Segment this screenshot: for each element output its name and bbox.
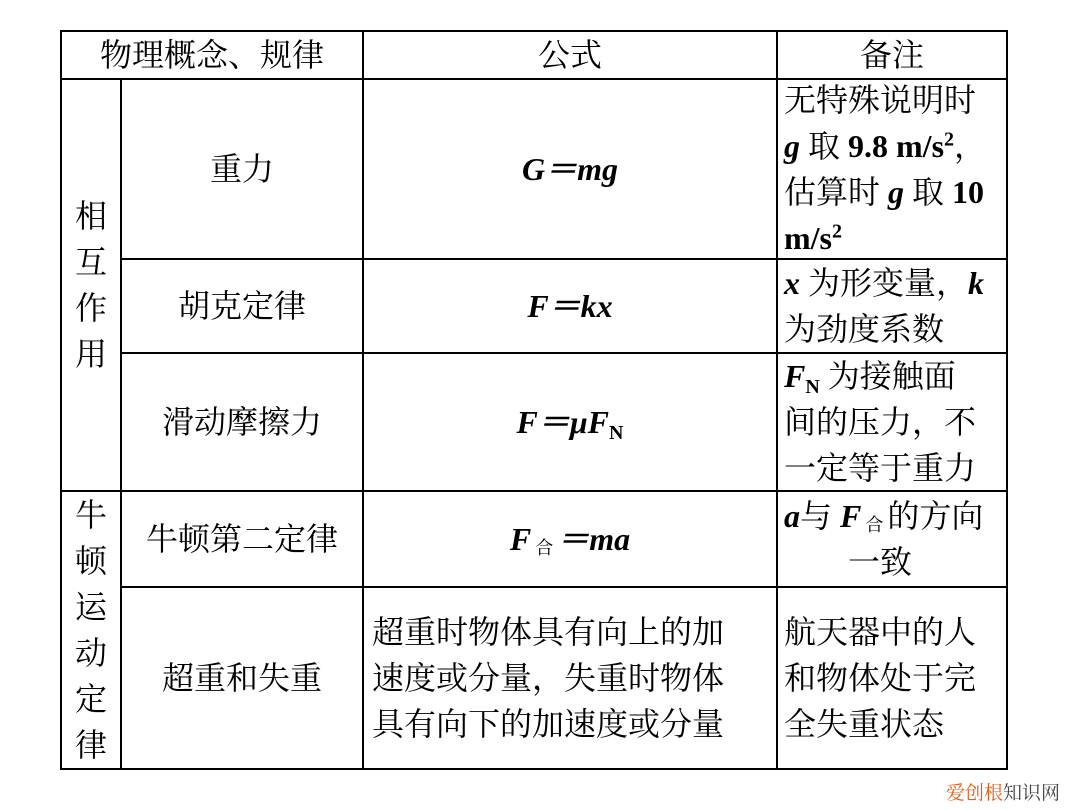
formula-cell bbox=[362, 586, 776, 768]
text-line bbox=[784, 445, 976, 491]
text-line bbox=[522, 146, 618, 192]
text-line bbox=[372, 609, 724, 655]
watermark-part2: 知识网 bbox=[1003, 782, 1061, 804]
concept-name: 重力 bbox=[209, 151, 274, 187]
text-segment: 10 bbox=[952, 174, 985, 210]
header-note bbox=[776, 32, 1006, 78]
text-segment: 间的压力，不 bbox=[784, 404, 977, 440]
text-line bbox=[784, 399, 976, 445]
text-segment: g bbox=[888, 174, 905, 210]
text-segment: 和物体处于完 bbox=[784, 660, 977, 696]
cell-lines bbox=[517, 399, 624, 445]
text-segment: 一定等于重力 bbox=[784, 450, 977, 486]
note-cell bbox=[776, 586, 1006, 768]
group-newton-text: 牛顿运动定律 bbox=[74, 497, 107, 763]
note-cell bbox=[776, 490, 1006, 586]
header-formula-text: 公式 bbox=[537, 37, 602, 73]
text-line bbox=[372, 701, 724, 747]
concept-cell bbox=[120, 490, 362, 586]
text-segment: 的方向 bbox=[887, 498, 984, 534]
text-line bbox=[784, 701, 976, 747]
text-line bbox=[784, 169, 986, 215]
formula-cell bbox=[362, 258, 776, 352]
header-formula bbox=[362, 32, 776, 78]
text-segment: 估算时 bbox=[784, 174, 889, 210]
cell-lines bbox=[784, 77, 986, 261]
text-segment: 与 bbox=[800, 498, 841, 534]
text-line bbox=[510, 516, 630, 562]
text-segment: 具有向下的加速度或分量 bbox=[372, 706, 725, 742]
text-line bbox=[784, 215, 986, 261]
concept-cell bbox=[120, 586, 362, 768]
text-segment: 为劲度系数 bbox=[784, 311, 945, 347]
text-segment: 为接触面 bbox=[819, 358, 956, 394]
text-segment: 一致 bbox=[784, 544, 913, 580]
text-segment: F bbox=[840, 498, 862, 534]
text-segment: ， bbox=[954, 128, 987, 164]
text-segment: N bbox=[609, 422, 624, 444]
concept-cell bbox=[120, 78, 362, 258]
text-segment: 无特殊说明时 bbox=[784, 82, 977, 118]
cell-lines bbox=[784, 493, 983, 585]
group-interaction-text: 相互作用 bbox=[74, 198, 107, 372]
cell-lines bbox=[372, 609, 724, 747]
text-segment: ＝ma bbox=[557, 521, 631, 557]
cell-lines bbox=[522, 146, 618, 192]
cell-lines bbox=[784, 609, 976, 747]
text-segment: N bbox=[805, 376, 820, 398]
cell-lines bbox=[784, 353, 976, 491]
text-segment: F＝μF bbox=[516, 404, 610, 440]
concept-cell bbox=[120, 352, 362, 490]
text-segment: 超重时物体具有向上的加 bbox=[372, 614, 725, 650]
group-interaction bbox=[62, 78, 120, 490]
header-concept-text: 物理概念、规律 bbox=[99, 37, 324, 73]
concept-name: 胡克定律 bbox=[177, 288, 306, 324]
cell-lines bbox=[510, 516, 630, 562]
text-line bbox=[784, 306, 984, 352]
text-line bbox=[784, 609, 976, 655]
text-segment: F bbox=[784, 358, 806, 394]
formula-cell bbox=[362, 352, 776, 490]
text-segment: x bbox=[784, 265, 800, 301]
formula-cell bbox=[362, 78, 776, 258]
text-segment: 航天器中的人 bbox=[784, 614, 977, 650]
concept-name: 超重和失重 bbox=[161, 660, 322, 696]
text-segment: 为形变量， bbox=[800, 265, 969, 301]
text-segment: 合 bbox=[865, 515, 884, 535]
text-segment: 速度或分量，失重时物体 bbox=[372, 660, 725, 696]
text-segment: 全失重状态 bbox=[784, 706, 945, 742]
watermark-part1: 爱创根 bbox=[946, 782, 1004, 804]
text-segment: 合 bbox=[535, 538, 554, 558]
text-segment: 取 bbox=[904, 174, 953, 210]
concept-name: 牛顿第二定律 bbox=[145, 521, 338, 557]
header-note-text: 备注 bbox=[859, 37, 924, 73]
text-segment: m/s bbox=[784, 220, 832, 256]
text-line bbox=[784, 77, 986, 123]
text-line bbox=[784, 353, 976, 399]
text-segment: k bbox=[968, 265, 985, 301]
note-cell bbox=[776, 352, 1006, 490]
cell-lines bbox=[784, 260, 984, 352]
group-newton bbox=[62, 490, 120, 768]
note-cell bbox=[776, 78, 1006, 258]
note-cell bbox=[776, 258, 1006, 352]
concept-cell bbox=[120, 258, 362, 352]
formula-cell bbox=[362, 490, 776, 586]
text-line bbox=[517, 399, 624, 445]
text-line bbox=[372, 655, 724, 701]
text-line bbox=[784, 260, 984, 306]
text-segment: 9.8 m/s bbox=[848, 128, 945, 164]
text-segment: G＝mg bbox=[521, 151, 618, 187]
text-segment: 取 bbox=[800, 128, 849, 164]
text-line bbox=[784, 123, 986, 169]
text-segment: 2 bbox=[944, 128, 955, 151]
text-line bbox=[784, 539, 983, 585]
text-line bbox=[784, 493, 983, 539]
watermark-logo bbox=[946, 778, 1060, 805]
text-segment: F＝kx bbox=[527, 288, 613, 324]
text-segment: 2 bbox=[832, 220, 842, 243]
text-segment: F bbox=[509, 521, 532, 557]
header-concept bbox=[62, 32, 362, 78]
cell-lines bbox=[527, 283, 612, 329]
text-segment: a bbox=[784, 498, 800, 534]
text-segment: g bbox=[784, 128, 800, 164]
text-line bbox=[527, 283, 612, 329]
text-line bbox=[784, 655, 976, 701]
concept-name: 滑动摩擦力 bbox=[161, 404, 322, 440]
